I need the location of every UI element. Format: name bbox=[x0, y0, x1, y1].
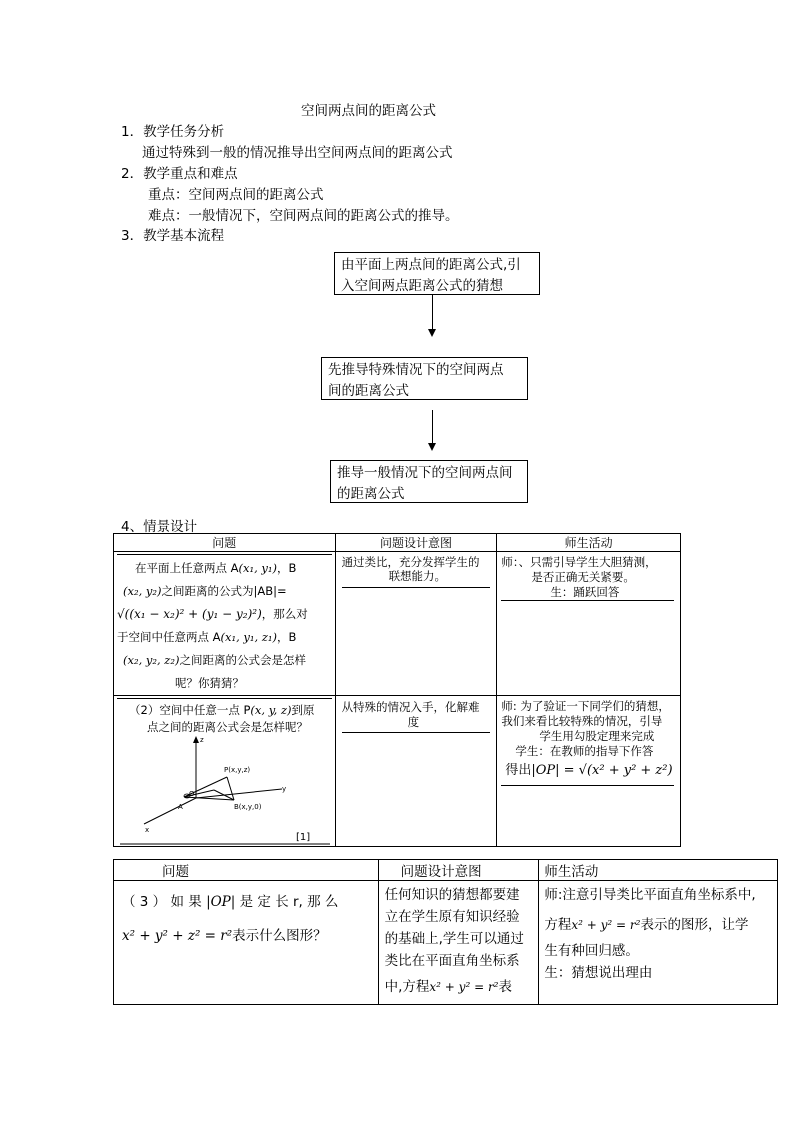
section-2-difficulty: 难点：一般情况下，空间两点间的距离公式的推导。 bbox=[148, 208, 459, 224]
t2-r1-question-cell bbox=[114, 881, 379, 1005]
section-4-heading: 4、情景设计 bbox=[121, 519, 198, 535]
distance-formula-2d: √((x₁ − x₂)² + (y₁ − y₂)²) bbox=[117, 607, 262, 621]
t1-r2-activity-line-1: 师: 为了验证一下同学们的猜想， bbox=[501, 699, 670, 713]
x-axis-label: x bbox=[145, 826, 150, 834]
flowchart-step-1-line-1: 由平面上两点间的距离公式,引 bbox=[341, 257, 521, 273]
document-title: 空间两点间的距离公式 bbox=[301, 103, 436, 119]
t2-r1-activity-cell bbox=[539, 881, 778, 1005]
t2-r1-intent-line-2: 立在学生原有知识经验 bbox=[384, 909, 520, 925]
t2-r1-q-line-1: （ 3 ） 如 果 |OP| 是 定 长 r, 那 么 bbox=[122, 894, 339, 910]
z-axis-arrow bbox=[193, 736, 199, 743]
flowchart-step-3-line-2: 的距离公式 bbox=[337, 486, 405, 502]
t2-r1-intent-line-4: 类比在平面直角坐标系 bbox=[384, 953, 520, 969]
section-2-key-point: 重点：空间两点间的距离公式 bbox=[148, 187, 324, 203]
t2-r1-q-line-2: x² + y² + z² = r²表示什么图形？ bbox=[122, 928, 327, 944]
section-1-heading: 1．教学任务分析 bbox=[121, 124, 225, 140]
t1-header-activity: 师生活动 bbox=[497, 534, 681, 552]
t1-r2-q-line-2: 点之间的距离公式会是怎样呢？ bbox=[147, 720, 308, 734]
t1-r2-intent-line-1: 从特殊的情况入手，化解难 bbox=[341, 700, 480, 714]
t1-r2-intent-cell bbox=[335, 696, 497, 847]
t1-r1-activity-line-2: 是否正确无关紧要。 bbox=[531, 570, 635, 584]
t2-r1-activity-line-4: 生：猜想说出理由 bbox=[544, 965, 653, 981]
t2-r1-activity-line-2: 方程x² + y² = r²表示的图形，让学 bbox=[544, 917, 749, 933]
t1-r1-q-line-2: (x₂, y₂)之间距离的公式为|AB|= bbox=[123, 584, 287, 598]
section-2-heading: 2．教学重点和难点 bbox=[121, 166, 238, 182]
t2-r1-intent-cell bbox=[378, 881, 539, 1005]
flowchart-step-1 bbox=[334, 252, 540, 295]
t2-header-intent: 问题设计意图 bbox=[378, 860, 539, 881]
point-p-label: P(x,y,z) bbox=[224, 766, 251, 774]
x-axis bbox=[144, 798, 196, 824]
flowchart-step-3 bbox=[330, 460, 528, 503]
y-axis-label: y bbox=[282, 785, 287, 793]
t1-r1-intent-cell bbox=[335, 552, 497, 696]
t1-r1-intent-line-1: 通过类比，充分发挥学生的 bbox=[341, 555, 480, 569]
t1-r1-q-line-3: √((x₁ − x₂)² + (y₁ − y₂)²)，那么对 bbox=[117, 607, 308, 621]
section-1-text: 通过特殊到一般的情况推导出空间两点间的距离公式 bbox=[142, 145, 453, 161]
point-b-label: B(x,y,0) bbox=[234, 803, 262, 811]
t1-r1-question-cell bbox=[114, 552, 336, 696]
flowchart-arrow-1 bbox=[432, 295, 433, 331]
point-o-label: O bbox=[189, 790, 195, 798]
flowchart-step-2-line-2: 间的距离公式 bbox=[328, 383, 409, 399]
t1-r1-activity-line-1: 师：、只需引导学生大胆猜测， bbox=[501, 555, 657, 569]
t1-r1-activity-cell bbox=[497, 552, 681, 696]
t1-r2-activity-line-2: 我们来看比较特殊的情况，引导 bbox=[501, 714, 663, 728]
flowchart-step-2-line-1: 先推导特殊情况下的空间两点 bbox=[328, 362, 504, 378]
t1-header-intent: 问题设计意图 bbox=[335, 534, 497, 552]
t2-r1-activity-line-3: 生有种回归感。 bbox=[544, 943, 639, 959]
t1-r2-question-cell bbox=[114, 696, 336, 847]
t1-r1-q-line-6: 呢？你猜猜？ bbox=[175, 676, 244, 690]
sphere-equation: x² + y² + z² = r² bbox=[122, 928, 233, 944]
t1-header-question: 问题 bbox=[114, 534, 336, 552]
t1-r2-intent-line-2: 度 bbox=[407, 715, 420, 729]
t1-r1-activity-line-3: 生：踊跃回答 bbox=[550, 585, 620, 599]
t1-r1-q-line-1: 在平面上任意两点 A(x₁, y₁)，B bbox=[135, 561, 297, 575]
t1-r2-activity-line-5: 得出|OP| = √(x² + y² + z²) bbox=[505, 763, 673, 778]
flowchart-step-3-line-1: 推导一般情况下的空间两点间 bbox=[337, 465, 513, 481]
t1-r1-intent-line-2: 联想能力。 bbox=[388, 569, 447, 583]
t1-r1-q-line-5: (x₂, y₂, z₂)之间距离的公式会是怎样 bbox=[123, 653, 306, 667]
flowchart-step-2 bbox=[321, 357, 528, 400]
distance-formula-op: |OP| = √(x² + y² + z²) bbox=[531, 763, 673, 778]
flowchart-step-1-line-2: 入空间两点距离公式的猜想 bbox=[341, 278, 503, 294]
t2-r1-intent-line-5: 中,方程x² + y² = r²表 bbox=[384, 979, 512, 995]
t1-r2-activity-line-3: 学生用勾股定理来完成 bbox=[539, 729, 655, 743]
scenario-table-1 bbox=[113, 533, 681, 847]
flowchart-arrowhead-2 bbox=[428, 443, 436, 451]
figure-reference: [1] bbox=[296, 832, 311, 843]
z-axis-label: z bbox=[200, 736, 204, 744]
t1-r1-q-line-4: 于空间中任意两点 A(x₁, y₁, z₁)，B bbox=[117, 630, 297, 644]
flowchart-arrowhead-1 bbox=[428, 329, 436, 337]
y-axis bbox=[196, 789, 282, 798]
point-a-label: A bbox=[178, 803, 183, 811]
t2-r1-intent-line-3: 的基础上,学生可以通过 bbox=[384, 931, 524, 947]
flowchart-arrow-2 bbox=[432, 410, 433, 445]
t2-r1-intent-line-1: 任何知识的猜想都要建 bbox=[384, 887, 520, 903]
scenario-table-2 bbox=[113, 859, 778, 1005]
t1-r2-q-line-1: （2）空间中任意一点 P(x, y, z)到原 bbox=[129, 703, 315, 717]
t2-header-question: 问题 bbox=[114, 860, 379, 881]
t2-r1-activity-line-1: 师:注意引导类比平面直角坐标系中, bbox=[544, 887, 756, 903]
t1-r2-activity-line-4: 学生：在教师的指导下作答 bbox=[515, 744, 654, 758]
section-3-heading: 3．教学基本流程 bbox=[121, 228, 225, 244]
coordinate-figure bbox=[114, 734, 336, 846]
t2-header-activity: 师生活动 bbox=[539, 860, 778, 881]
t1-r2-activity-cell bbox=[497, 696, 681, 847]
